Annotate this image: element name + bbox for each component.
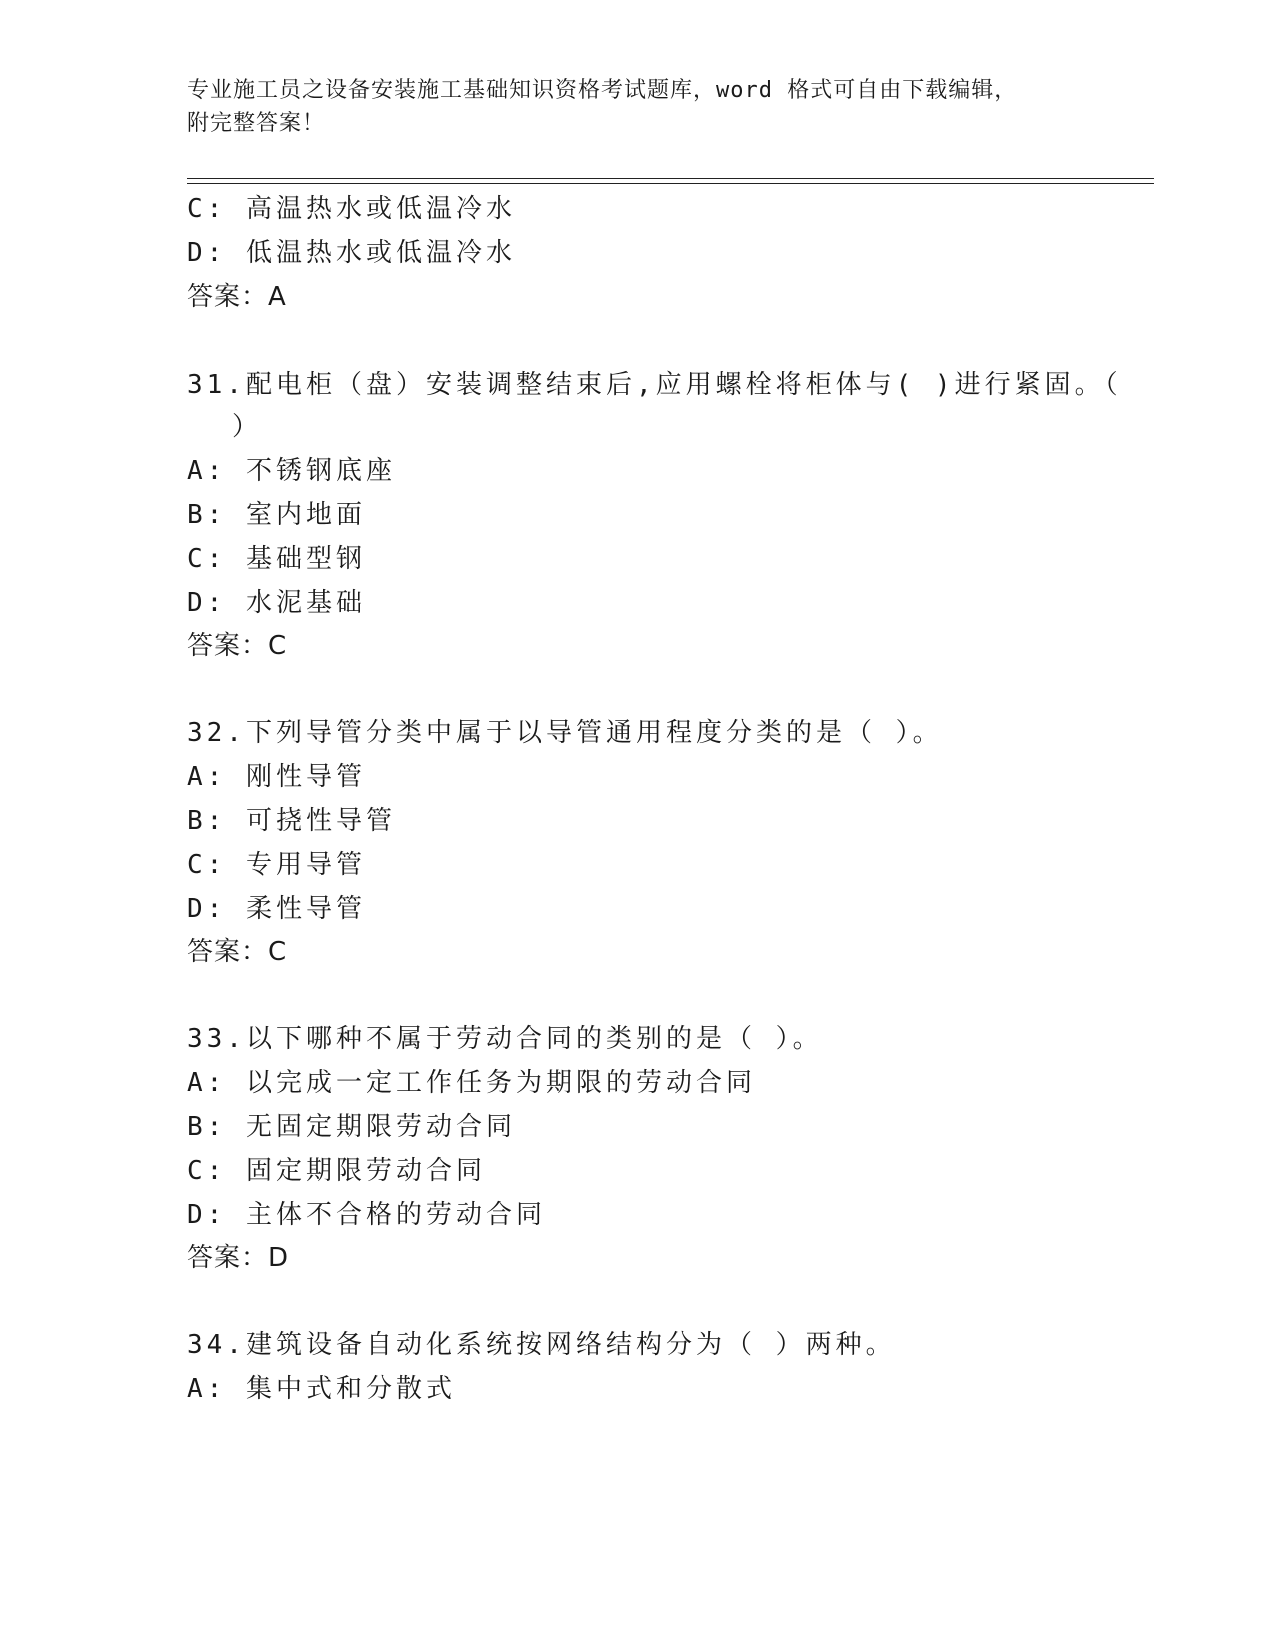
- q34-stem: 34.建筑设备自动化系统按网络结构分为（ ）两种。: [187, 1330, 896, 1360]
- q33-option-c: C: 固定期限劳动合同: [187, 1156, 486, 1186]
- q32-option-b: B: 可挠性导管: [187, 806, 396, 836]
- q32-option-c: C: 专用导管: [187, 850, 366, 880]
- q30-option-c: C: 高温热水或低温冷水: [187, 194, 516, 224]
- q31-stem-line-1: 31.配电柜（盘）安装调整结束后,应用螺栓将柜体与( )进行紧固。（: [187, 370, 1122, 400]
- q31-option-b: B: 室内地面: [187, 500, 366, 530]
- q32-stem: 32.下列导管分类中属于以导管通用程度分类的是（ ）。: [187, 718, 943, 748]
- q33-option-b: B: 无固定期限劳动合同: [187, 1112, 516, 1142]
- q30-option-d: D: 低温热水或低温冷水: [187, 238, 516, 268]
- q32-option-a: A: 刚性导管: [187, 762, 366, 792]
- q33-option-a: A: 以完成一定工作任务为期限的劳动合同: [187, 1068, 756, 1098]
- header-line-1: 专业施工员之设备安装施工基础知识资格考试题库，word 格式可自由下载编辑，: [187, 78, 1018, 103]
- q33-answer: 答案：D: [187, 1243, 290, 1273]
- header-divider-top: [187, 178, 1154, 179]
- q32-option-d: D: 柔性导管: [187, 894, 366, 924]
- q33-option-d: D: 主体不合格的劳动合同: [187, 1200, 546, 1230]
- q31-option-c: C: 基础型钢: [187, 544, 366, 574]
- q31-stem-line-2: ）: [232, 412, 263, 442]
- q30-answer: 答案：A: [187, 282, 287, 312]
- header-divider-bottom: [187, 183, 1154, 184]
- q31-option-a: A: 不锈钢底座: [187, 456, 396, 486]
- document-header: [187, 74, 1087, 140]
- q33-stem: 33.以下哪种不属于劳动合同的类别的是（ ）。: [187, 1024, 823, 1054]
- q32-answer: 答案：C: [187, 937, 288, 967]
- header-line-2: 附完整答案！: [187, 111, 326, 136]
- q34-option-a: A: 集中式和分散式: [187, 1374, 456, 1404]
- q31-option-d: D: 水泥基础: [187, 588, 366, 618]
- q31-answer: 答案：C: [187, 631, 288, 661]
